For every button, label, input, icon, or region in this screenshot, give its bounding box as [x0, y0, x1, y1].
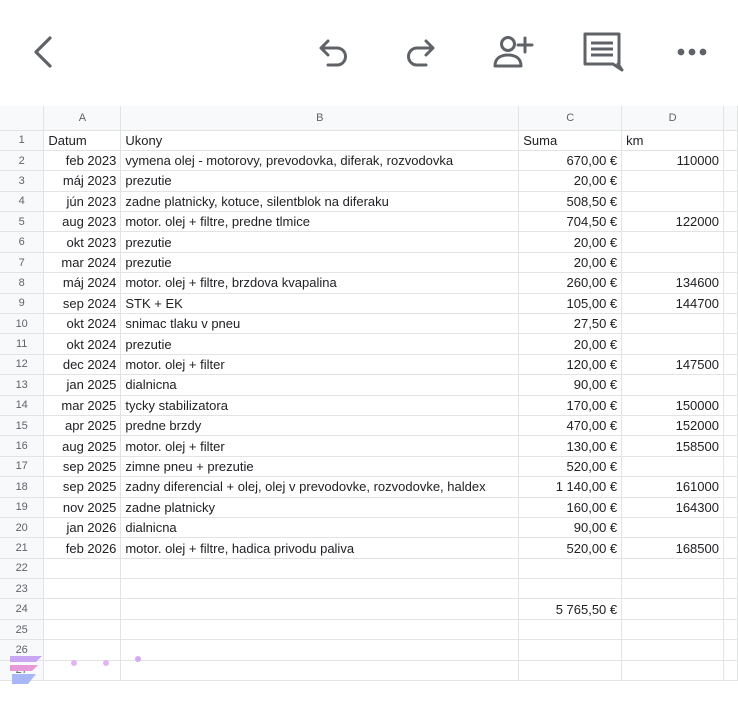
cell-c[interactable]: 90,00 €	[519, 375, 622, 395]
cell-c[interactable]: 120,00 €	[519, 354, 622, 374]
cell-d[interactable]: km	[622, 130, 724, 150]
cell-b[interactable]: STK + EK	[121, 293, 519, 313]
cell-a[interactable]: mar 2024	[44, 252, 121, 272]
cell-a[interactable]: sep 2025	[44, 477, 121, 497]
cell-d[interactable]: 158500	[622, 436, 724, 456]
cell-c[interactable]	[519, 660, 622, 680]
table-row	[0, 436, 738, 456]
column-header-c[interactable]: C	[519, 106, 622, 130]
row-number[interactable]: 26	[0, 640, 44, 660]
cell-d[interactable]: 122000	[622, 212, 724, 232]
cell-e[interactable]	[723, 436, 737, 456]
column-header-d[interactable]: D	[622, 106, 724, 130]
row-number[interactable]: 16	[0, 436, 44, 456]
row-number[interactable]: 13	[0, 375, 44, 395]
cell-d[interactable]	[622, 171, 724, 191]
cell-d[interactable]	[622, 191, 724, 211]
cell-c[interactable]: 20,00 €	[519, 252, 622, 272]
cell-c[interactable]: 130,00 €	[519, 436, 622, 456]
cell-c[interactable]	[519, 579, 622, 599]
cell-b[interactable]	[121, 619, 519, 639]
cell-d[interactable]	[622, 232, 724, 252]
cell-d[interactable]: 150000	[622, 395, 724, 415]
cell-e[interactable]	[723, 171, 737, 191]
undo-icon[interactable]	[310, 30, 354, 74]
table-row	[0, 558, 738, 578]
cell-b[interactable]: motor. olej + filter	[121, 354, 519, 374]
cell-c[interactable]: 160,00 €	[519, 497, 622, 517]
spreadsheet-grid	[0, 106, 738, 703]
column-header-e[interactable]	[723, 106, 737, 130]
table-row	[0, 171, 738, 191]
cell-e[interactable]	[723, 375, 737, 395]
cell-c[interactable]: 170,00 €	[519, 395, 622, 415]
table-row	[0, 252, 738, 272]
table-row	[0, 150, 738, 170]
cell-a[interactable]	[44, 558, 121, 578]
table-row	[0, 477, 738, 497]
cell-e[interactable]	[723, 354, 737, 374]
cell-c[interactable]: 20,00 €	[519, 171, 622, 191]
cell-b[interactable]	[121, 579, 519, 599]
row-number[interactable]: 2	[0, 150, 44, 170]
cell-a[interactable]: jún 2023	[44, 191, 121, 211]
cell-c[interactable]: 520,00 €	[519, 456, 622, 476]
row-number[interactable]: 14	[0, 395, 44, 415]
cell-e[interactable]	[723, 293, 737, 313]
cell-e[interactable]	[723, 415, 737, 435]
cell-e[interactable]	[723, 232, 737, 252]
cell-c[interactable]: 670,00 €	[519, 150, 622, 170]
table-row	[0, 395, 738, 415]
cell-b[interactable]: prezutie	[121, 252, 519, 272]
table-row	[0, 538, 738, 558]
cell-c[interactable]: 520,00 €	[519, 538, 622, 558]
back-icon[interactable]	[22, 30, 66, 74]
cell-b[interactable]: dialnicna	[121, 375, 519, 395]
cell-d[interactable]	[622, 558, 724, 578]
table-row	[0, 517, 738, 537]
cell-c[interactable]: 27,50 €	[519, 314, 622, 334]
cell-e[interactable]	[723, 538, 737, 558]
more-icon[interactable]	[670, 30, 714, 74]
cell-c[interactable]: Suma	[519, 130, 622, 150]
cell-c[interactable]: 20,00 €	[519, 334, 622, 354]
cell-a[interactable]: nov 2025	[44, 497, 121, 517]
table-row	[0, 293, 738, 313]
cell-a[interactable]	[44, 599, 121, 619]
cell-e[interactable]	[723, 477, 737, 497]
cell-d[interactable]	[622, 599, 724, 619]
cell-d[interactable]: 110000	[622, 150, 724, 170]
column-header-a[interactable]: A	[44, 106, 121, 130]
cell-d[interactable]: 168500	[622, 538, 724, 558]
cell-b[interactable]: predne brzdy	[121, 415, 519, 435]
cell-c[interactable]: 508,50 €	[519, 191, 622, 211]
cell-c[interactable]: 20,00 €	[519, 232, 622, 252]
cell-d[interactable]	[622, 314, 724, 334]
cell-b[interactable]	[121, 599, 519, 619]
table-row	[0, 232, 738, 252]
cell-b[interactable]: snimac tlaku v pneu	[121, 314, 519, 334]
cell-b[interactable]: tycky stabilizatora	[121, 395, 519, 415]
cell-b[interactable]: motor. olej + filtre, brzdova kvapalina	[121, 273, 519, 293]
cell-e[interactable]	[723, 660, 737, 680]
cell-c[interactable]: 5 765,50 €	[519, 599, 622, 619]
add-person-icon[interactable]	[490, 30, 534, 74]
row-number[interactable]: 22	[0, 558, 44, 578]
cell-e[interactable]	[723, 497, 737, 517]
cell-e[interactable]	[723, 619, 737, 639]
row-number[interactable]: 18	[0, 477, 44, 497]
cell-e[interactable]	[723, 212, 737, 232]
table-row	[0, 619, 738, 639]
table-row	[0, 212, 738, 232]
cell-a[interactable]: okt 2024	[44, 314, 121, 334]
cell-c[interactable]: 704,50 €	[519, 212, 622, 232]
cell-a[interactable]: máj 2023	[44, 171, 121, 191]
cell-d[interactable]	[622, 456, 724, 476]
cell-d[interactable]	[622, 375, 724, 395]
row-number[interactable]: 10	[0, 314, 44, 334]
cell-a[interactable]: okt 2024	[44, 334, 121, 354]
cell-b[interactable]: Ukony	[121, 130, 519, 150]
table-row	[0, 354, 738, 374]
row-number[interactable]: 11	[0, 334, 44, 354]
cell-d[interactable]	[622, 619, 724, 639]
toolbar	[0, 0, 738, 106]
cell-b[interactable]: prezutie	[121, 334, 519, 354]
row-number[interactable]: 17	[0, 456, 44, 476]
table-row	[0, 273, 738, 293]
comment-icon[interactable]	[580, 30, 624, 74]
cell-d[interactable]	[622, 640, 724, 660]
cell-b[interactable]	[121, 640, 519, 660]
cell-c[interactable]: 1 140,00 €	[519, 477, 622, 497]
cell-e[interactable]	[723, 191, 737, 211]
cell-a[interactable]: Datum	[44, 130, 121, 150]
cell-b[interactable]: zimne pneu + prezutie	[121, 456, 519, 476]
row-number[interactable]: 12	[0, 354, 44, 374]
row-number[interactable]: 4	[0, 191, 44, 211]
row-number[interactable]: 15	[0, 415, 44, 435]
cell-e[interactable]	[723, 252, 737, 272]
cell-a[interactable]: feb 2026	[44, 538, 121, 558]
cell-e[interactable]	[723, 395, 737, 415]
cell-a[interactable]: aug 2025	[44, 436, 121, 456]
cell-a[interactable]: mar 2025	[44, 395, 121, 415]
cell-c[interactable]: 260,00 €	[519, 273, 622, 293]
row-number[interactable]: 9	[0, 293, 44, 313]
cell-e[interactable]	[723, 273, 737, 293]
table-row	[0, 497, 738, 517]
cell-a[interactable]: aug 2023	[44, 212, 121, 232]
cell-d[interactable]: 147500	[622, 354, 724, 374]
cell-a[interactable]	[44, 619, 121, 639]
cell-c[interactable]: 90,00 €	[519, 517, 622, 537]
table-row	[0, 191, 738, 211]
table-row	[0, 334, 738, 354]
cell-a[interactable]: jan 2026	[44, 517, 121, 537]
cell-b[interactable]: dialnicna	[121, 517, 519, 537]
cell-b[interactable]: prezutie	[121, 171, 519, 191]
row-number[interactable]: 21	[0, 538, 44, 558]
cell-d[interactable]: 144700	[622, 293, 724, 313]
cell-e[interactable]	[723, 130, 737, 150]
row-number[interactable]: 3	[0, 171, 44, 191]
cell-d[interactable]	[622, 252, 724, 272]
cell-d[interactable]	[622, 517, 724, 537]
cell-e[interactable]	[723, 517, 737, 537]
watermark-logo	[8, 650, 148, 692]
table-row	[0, 415, 738, 435]
cell-a[interactable]: feb 2023	[44, 150, 121, 170]
sheet-table	[0, 106, 738, 681]
column-header-row	[0, 106, 738, 130]
row-number[interactable]: 6	[0, 232, 44, 252]
cell-b[interactable]	[121, 558, 519, 578]
row-number[interactable]: 19	[0, 497, 44, 517]
redo-icon[interactable]	[400, 30, 444, 74]
cell-b[interactable]: zadne platnicky, kotuce, silentblok na diferaku	[121, 191, 519, 211]
cell-c[interactable]: 105,00 €	[519, 293, 622, 313]
row-number[interactable]: 7	[0, 252, 44, 272]
cell-a[interactable]: apr 2025	[44, 415, 121, 435]
table-row	[0, 456, 738, 476]
row-number[interactable]: 20	[0, 517, 44, 537]
cell-e[interactable]	[723, 456, 737, 476]
cell-d[interactable]: 152000	[622, 415, 724, 435]
cell-b[interactable]: vymena olej - motorovy, prevodovka, diferak, rozvodovka	[121, 150, 519, 170]
row-number[interactable]: 1	[0, 130, 44, 150]
cell-c[interactable]: 470,00 €	[519, 415, 622, 435]
cell-e[interactable]	[723, 640, 737, 660]
cell-d[interactable]	[622, 579, 724, 599]
cell-b[interactable]: motor. olej + filter	[121, 436, 519, 456]
cell-b[interactable]: zadny diferencial + olej, olej v prevodovke, rozvodovke, haldex	[121, 477, 519, 497]
table-row	[0, 375, 738, 395]
cell-a[interactable]: máj 2024	[44, 273, 121, 293]
row-number[interactable]: 25	[0, 619, 44, 639]
cell-b[interactable]	[121, 660, 519, 680]
cell-b[interactable]: zadne platnicky	[121, 497, 519, 517]
row-number[interactable]: 8	[0, 273, 44, 293]
cell-d[interactable]: 161000	[622, 477, 724, 497]
cell-c[interactable]	[519, 640, 622, 660]
cell-a[interactable]: dec 2024	[44, 354, 121, 374]
cell-a[interactable]	[44, 579, 121, 599]
row-number[interactable]: 24	[0, 599, 44, 619]
cell-e[interactable]	[723, 314, 737, 334]
table-row	[0, 599, 738, 619]
row-number[interactable]: 23	[0, 579, 44, 599]
cell-b[interactable]: prezutie	[121, 232, 519, 252]
cell-d[interactable]	[622, 334, 724, 354]
table-row	[0, 314, 738, 334]
cell-e[interactable]	[723, 150, 737, 170]
cell-d[interactable]: 164300	[622, 497, 724, 517]
cell-e[interactable]	[723, 334, 737, 354]
corner-cell[interactable]	[0, 106, 44, 130]
cell-a[interactable]: okt 2023	[44, 232, 121, 252]
row-number[interactable]: 5	[0, 212, 44, 232]
cell-e[interactable]	[723, 558, 737, 578]
table-row	[0, 130, 738, 150]
column-header-b[interactable]: B	[121, 106, 519, 130]
cell-b[interactable]: motor. olej + filtre, predne tlmice	[121, 212, 519, 232]
cell-a[interactable]: sep 2025	[44, 456, 121, 476]
cell-e[interactable]	[723, 599, 737, 619]
cell-e[interactable]	[723, 579, 737, 599]
cell-d[interactable]	[622, 660, 724, 680]
cell-d[interactable]: 134600	[622, 273, 724, 293]
cell-c[interactable]	[519, 619, 622, 639]
cell-c[interactable]	[519, 558, 622, 578]
cell-a[interactable]: jan 2025	[44, 375, 121, 395]
cell-b[interactable]: motor. olej + filtre, hadica privodu paliva	[121, 538, 519, 558]
table-row	[0, 579, 738, 599]
cell-a[interactable]: sep 2024	[44, 293, 121, 313]
